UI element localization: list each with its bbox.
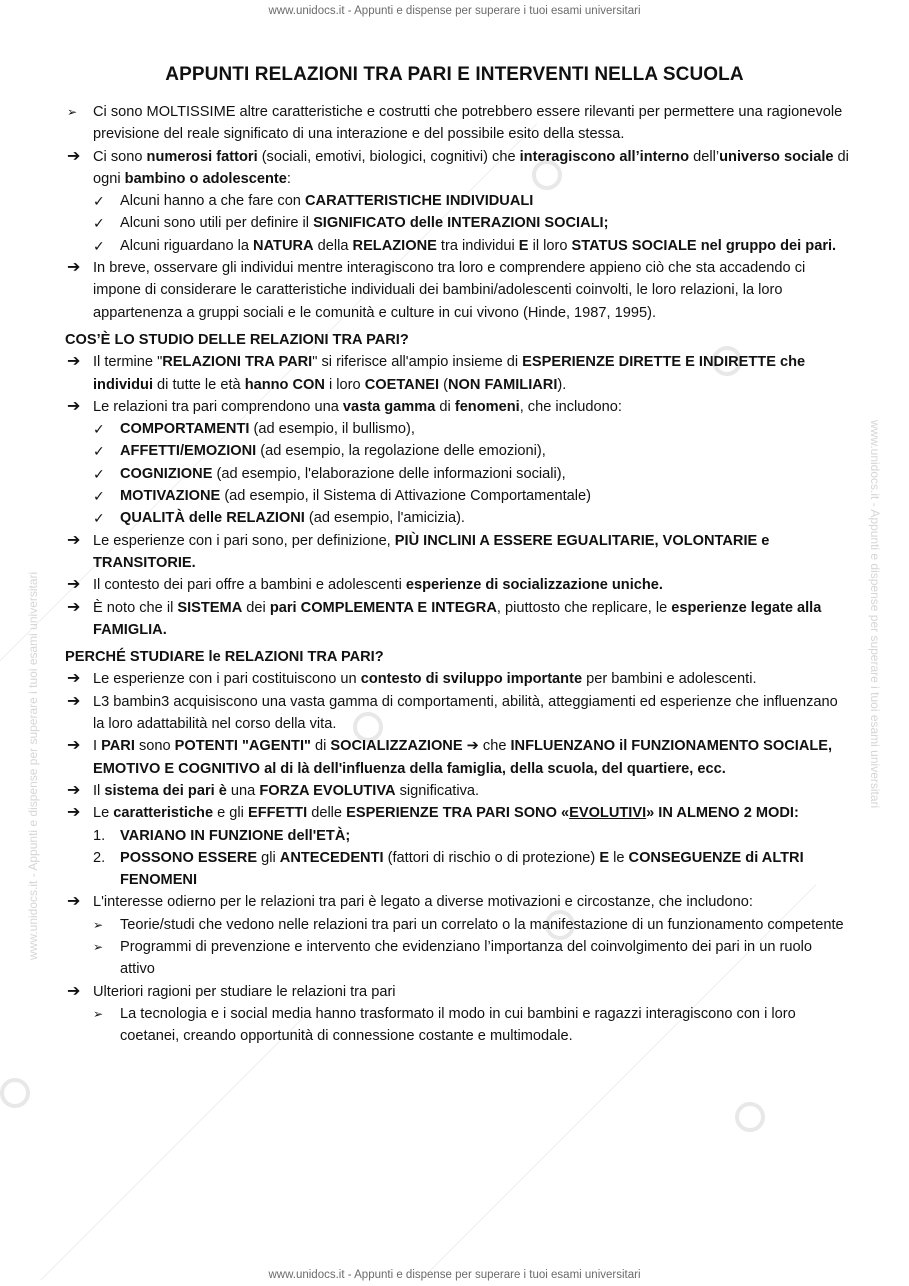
- list-number: 1.: [93, 827, 106, 844]
- check-icon: ✓: [93, 215, 105, 232]
- list-item-text: POSSONO ESSERE gli ANTECEDENTI (fattori di rischio o di protezione) E le CONSEGUENZE di ALTRI FENOMENI: [120, 849, 804, 889]
- list-item-text: Il termine "RELAZIONI TRA PARI" si riferisce all'ampio insieme di ESPERIENZE DIRETTE E INDIRETTE che individui di tutte le età hanno CON i loro COETANEI (NON FAMILIARI).: [93, 354, 806, 393]
- list-item: [65, 574, 850, 596]
- sub-list-item: [65, 936, 850, 981]
- arrow-right-icon: ➔: [67, 397, 81, 415]
- arrow-right-icon: ➔: [67, 147, 81, 165]
- arrow-right-icon: ➔: [67, 893, 81, 911]
- check-icon: ✓: [93, 510, 105, 527]
- list-number: 2.: [93, 849, 106, 866]
- watermark-header: www.unidocs.it - Appunti e dispense per superare i tuoi esami universitari: [268, 5, 641, 17]
- watermark-footer: www.unidocs.it - Appunti e dispense per superare i tuoi esami universitari: [268, 1269, 641, 1281]
- list-item: [65, 691, 850, 736]
- list-item: [65, 735, 850, 780]
- triangle-bullet-icon: ➢: [67, 105, 78, 119]
- list-item-text: Ci sono MOLTISSIME altre caratteristiche e costrutti che potrebbero essere rilevanti per permettere una ragionevole previsione del reale significato di una interazione e del possibile esito della stessa.: [93, 104, 843, 143]
- sub-list-item: [65, 1003, 850, 1048]
- arrow-right-icon: ➔: [67, 670, 81, 688]
- triangle-bullet-icon: ➢: [93, 917, 104, 932]
- list-item: [65, 396, 850, 418]
- check-icon: ✓: [93, 193, 105, 210]
- list-item-text: QUALITÀ delle RELAZIONI (ad esempio, l'amicizia).: [120, 510, 465, 527]
- list-item-text: Alcuni sono utili per definire il SIGNIFICATO delle INTERAZIONI SOCIALI;: [120, 215, 609, 232]
- list-item-text: Il sistema dei pari è una FORZA EVOLUTIVA significativa.: [93, 782, 480, 799]
- list-item-text: Alcuni hanno a che fare con CARATTERISTICHE INDIVIDUALI: [120, 193, 534, 210]
- arrow-right-icon: ➔: [67, 737, 81, 755]
- arrow-right-icon: ➔: [67, 982, 81, 1000]
- list-item-text: Alcuni riguardano la NATURA della RELAZIONE tra individui E il loro STATUS SOCIALE nel gruppo dei pari.: [120, 237, 837, 254]
- arrow-right-icon: ➔: [67, 576, 81, 594]
- list-item-text: Ci sono numerosi fattori (sociali, emotivi, biologici, cognitivi) che interagiscono all’interno dell’universo sociale di ogni bambino o adolescente:: [93, 148, 849, 187]
- list-item: [65, 802, 850, 824]
- list-item-text: È noto che il SISTEMA dei pari COMPLEMENTA E INTEGRA, piuttosto che replicare, le esperienze legate alla FAMIGLIA.: [93, 599, 822, 638]
- list-item: [65, 981, 850, 1003]
- arrow-right-icon: ➔: [67, 353, 81, 371]
- check-icon: ✓: [93, 237, 105, 254]
- list-item-text: COGNIZIONE (ad esempio, l'elaborazione delle informazioni sociali),: [120, 465, 566, 482]
- list-item-text: AFFETTI/EMOZIONI (ad esempio, la regolazione delle emozioni),: [120, 443, 546, 460]
- sub-list-item: [65, 914, 850, 936]
- list-item-text: La tecnologia e i social media hanno trasformato il modo in cui bambini e ragazzi interagiscono con i loro coetanei, creando opportunità di connessione costante e multimodale.: [120, 1005, 796, 1045]
- arrow-right-icon: ➔: [67, 531, 81, 549]
- list-item-text: Le relazioni tra pari comprendono una vasta gamma di fenomeni, che includono:: [93, 398, 622, 415]
- triangle-bullet-icon: ➢: [93, 1006, 104, 1021]
- list-item: [65, 668, 850, 690]
- list-item-text: Le esperienze con i pari costituiscono un contesto di sviluppo importante per bambini e adolescenti.: [93, 671, 757, 688]
- list-item-text: Le caratteristiche e gli EFFETTI delle ESPERIENZE TRA PARI SONO «EVOLUTIVI» IN ALMENO 2 MODI:: [93, 805, 799, 822]
- sub-list-item: [65, 825, 850, 847]
- section-heading: COS’È LO STUDIO DELLE RELAZIONI TRA PARI?: [65, 331, 409, 348]
- arrow-right-icon: ➔: [67, 259, 81, 277]
- list-item-text: Ulteriori ragioni per studiare le relazioni tra pari: [93, 983, 396, 1000]
- check-icon: ✓: [93, 421, 105, 438]
- arrow-right-icon: ➔: [67, 804, 81, 822]
- section-heading: PERCHÉ STUDIARE le RELAZIONI TRA PARI?: [65, 649, 384, 666]
- check-icon: ✓: [93, 465, 105, 482]
- list-item-text: MOTIVAZIONE (ad esempio, il Sistema di Attivazione Comportamentale): [120, 488, 591, 505]
- sub-list-item: [65, 440, 850, 462]
- check-icon: ✓: [93, 443, 105, 460]
- list-item: [65, 146, 850, 191]
- arrow-right-icon: ➔: [67, 598, 81, 616]
- sub-list-item: [65, 212, 850, 234]
- list-item: [65, 351, 850, 396]
- list-item-text: COMPORTAMENTI (ad esempio, il bullismo),: [120, 421, 415, 438]
- list-item-text: VARIANO IN FUNZIONE dell'ETÀ;: [120, 827, 351, 844]
- arrow-right-icon: ➔: [67, 692, 81, 710]
- list-item-text: Il contesto dei pari offre a bambini e adolescenti esperienze di socializzazione uniche.: [93, 577, 663, 594]
- document-body: [65, 101, 850, 1047]
- list-item: [65, 530, 850, 575]
- list-item-text: I PARI sono POTENTI "AGENTI" di SOCIALIZZAZIONE ➔ che INFLUENZANO il FUNZIONAMENTO SOCIALE, EMOTIVO E COGNITIVO al di là dell'influenza della famiglia, della scuola, del quartiere, ecc.: [93, 738, 833, 777]
- sub-list-item: [65, 485, 850, 507]
- watermark-side-left: www.unidocs.it - Appunti e dispense per superare i tuoi esami universitari: [26, 571, 40, 960]
- list-item-text: L'interesse odierno per le relazioni tra pari è legato a diverse motivazioni e circostanze, che includono:: [93, 894, 753, 911]
- list-item: [65, 257, 850, 324]
- sub-list-item: [65, 507, 850, 529]
- list-item: [65, 597, 850, 642]
- check-icon: ✓: [93, 488, 105, 505]
- list-item-text: Teorie/studi che vedono nelle relazioni tra pari un correlato o la manifestazione di un funzionamento competente: [120, 916, 844, 933]
- watermark-side-right: www.unidocs.it - Appunti e dispense per superare i tuoi esami universitari: [868, 420, 882, 809]
- sub-list-item: [65, 847, 850, 892]
- sub-list-item: [65, 418, 850, 440]
- list-item-text: Programmi di prevenzione e intervento che evidenziano l’importanza del coinvolgimento dei pari in un ruolo attivo: [120, 938, 812, 978]
- sub-list-item: [65, 235, 850, 257]
- page-title: APPUNTI RELAZIONI TRA PARI E INTERVENTI NELLA SCUOLA: [165, 64, 744, 85]
- sub-list-item: [65, 190, 850, 212]
- list-item: [65, 780, 850, 802]
- list-item-text: In breve, osservare gli individui mentre interagiscono tra loro e comprendere appieno ciò che sta accadendo ci impone di considerare le caratteristiche individuali dei bambini/adolescenti coinvolti, le loro relazioni, la loro appartenenza a gruppi sociali e le comunità e culture in cui vivono (Hinde, 1987, 1995).: [93, 260, 806, 321]
- list-item-text: L3 bambin3 acquisiscono una vasta gamma di comportamenti, abilità, atteggiamenti ed esperienze che influenzano la loro adattabilità nel corso della vita.: [93, 693, 838, 733]
- list-item-text: Le esperienze con i pari sono, per definizione, PIÙ INCLINI A ESSERE EGUALITARIE, VOLONTARIE e TRANSITORIE.: [93, 532, 770, 571]
- list-item: [65, 891, 850, 913]
- arrow-right-icon: ➔: [67, 781, 81, 799]
- list-item: [65, 101, 850, 146]
- sub-list-item: [65, 463, 850, 485]
- triangle-bullet-icon: ➢: [93, 939, 104, 954]
